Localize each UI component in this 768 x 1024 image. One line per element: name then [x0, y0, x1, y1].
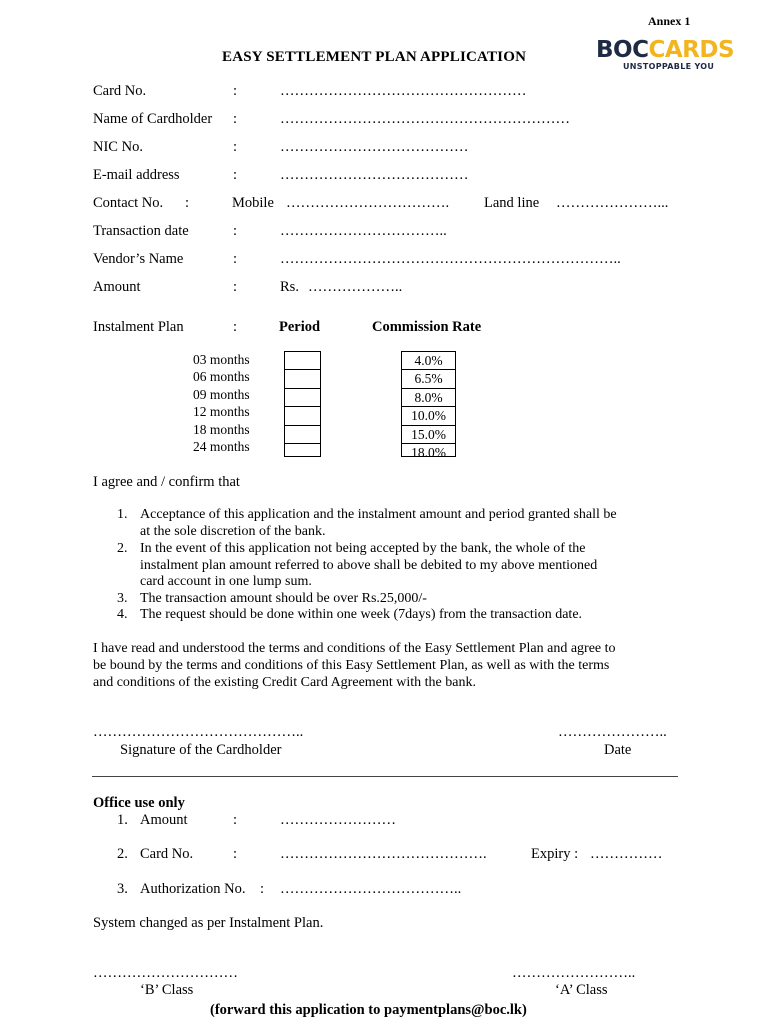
contact-label: Contact No. — [93, 195, 164, 211]
term-number: 4. — [117, 607, 128, 622]
landline-label: Land line — [484, 195, 540, 211]
amount-colon: : — [233, 279, 238, 295]
rate-column — [401, 351, 456, 460]
name-colon: : — [233, 111, 238, 127]
term-line: The request should be done within one week (7days) from the transaction date. — [140, 607, 583, 622]
term-line: Acceptance of this application and the instalment amount and period granted shall be — [140, 507, 617, 522]
period-checkbox-18[interactable] — [285, 425, 320, 443]
period-checkbox-12[interactable] — [285, 406, 320, 424]
office-item-number: 1. — [117, 812, 128, 828]
mobile-label: Mobile — [232, 195, 274, 211]
office-card-colon: : — [233, 846, 238, 862]
logo-cards: CARDS — [648, 37, 735, 63]
rate-cell: 10.0% — [402, 406, 455, 424]
amount-field[interactable]: ……………….. — [308, 279, 403, 295]
term-line: at the sole discretion of the bank. — [140, 524, 326, 539]
period-checkbox-column — [284, 351, 321, 457]
office-heading: Office use only — [93, 795, 185, 811]
txn-date-label: Transaction date — [93, 223, 189, 239]
month-24: 24 months — [193, 438, 250, 454]
rate-cell: 15.0% — [402, 425, 455, 443]
period-checkbox-06[interactable] — [285, 369, 320, 387]
office-amount-label: Amount — [140, 812, 188, 828]
auth-colon: : — [260, 881, 265, 897]
office-card-field[interactable]: ……………………………………. — [280, 846, 487, 862]
month-12: 12 months — [193, 404, 250, 420]
vendor-colon: : — [233, 251, 238, 267]
months-list — [193, 351, 250, 455]
period-checkbox-24[interactable] — [285, 443, 320, 461]
term-line: card account in one lump sum. — [140, 574, 312, 589]
mobile-field[interactable]: ……………………………. — [286, 195, 450, 211]
email-field[interactable]: ………………………………… — [280, 167, 469, 183]
txn-date-colon: : — [233, 223, 238, 239]
a-class-field[interactable]: …………………….. — [512, 965, 636, 981]
a-class-label: ‘A’ Class — [555, 982, 608, 998]
instalment-colon: : — [233, 319, 238, 335]
amount-label: Amount — [93, 279, 141, 295]
month-09: 09 months — [193, 386, 250, 402]
rate-header: Commission Rate — [372, 319, 482, 335]
b-class-field[interactable]: ………………………… — [93, 965, 238, 981]
boc-cards-logo — [596, 38, 746, 76]
nic-field[interactable]: ………………………………… — [280, 139, 469, 155]
declaration-line: and conditions of the existing Credit Card Agreement with the bank. — [93, 675, 476, 690]
term-number: 1. — [117, 507, 128, 522]
term-line: The transaction amount should be over Rs.25,000/- — [140, 591, 427, 606]
signature-field[interactable]: …………………………………….. — [93, 724, 304, 740]
auth-field[interactable]: ……………………………….. — [280, 881, 462, 897]
name-label: Name of Cardholder — [93, 111, 213, 127]
declaration-line: be bound by the terms and conditions of this Easy Settlement Plan, as well as with the terms — [93, 658, 610, 673]
period-checkbox-09[interactable] — [285, 388, 320, 406]
card-no-field[interactable]: …………………………………………… — [280, 83, 527, 99]
section-divider — [92, 776, 678, 777]
period-checkbox-03[interactable] — [285, 352, 320, 369]
expiry-field[interactable]: …………… — [590, 846, 663, 862]
office-card-label: Card No. — [140, 846, 194, 862]
landline-field[interactable]: …………………... — [556, 195, 669, 211]
office-item-number: 2. — [117, 846, 128, 862]
logo-tagline: UNSTOPPABLE YOU — [623, 62, 715, 71]
vendor-label: Vendor’s Name — [93, 251, 184, 267]
nic-colon: : — [233, 139, 238, 155]
system-note: System changed as per Instalment Plan. — [93, 915, 324, 931]
card-no-label: Card No. — [93, 83, 147, 99]
month-03: 03 months — [193, 352, 250, 367]
card-no-colon: : — [233, 83, 238, 99]
annex-label: Annex 1 — [648, 14, 691, 28]
logo-boc: BOC — [596, 37, 649, 63]
office-amount-colon: : — [233, 812, 238, 828]
office-amount-field[interactable]: …………………… — [280, 812, 396, 828]
vendor-field[interactable]: …………………………………………………………….. — [280, 251, 621, 267]
office-item-number: 3. — [117, 881, 128, 897]
month-06: 06 months — [193, 369, 250, 385]
instalment-label: Instalment Plan — [93, 319, 184, 335]
amount-prefix: Rs. — [280, 279, 299, 295]
rate-cell: 4.0% — [414, 353, 443, 368]
nic-label: NIC No. — [93, 139, 143, 155]
page-title: EASY SETTLEMENT PLAN APPLICATION — [222, 49, 527, 65]
declaration-line: I have read and understood the terms and conditions of the Easy Settlement Plan and agree to — [93, 641, 616, 656]
date-label: Date — [604, 742, 632, 758]
signature-label: Signature of the Cardholder — [120, 742, 282, 758]
agree-intro: I agree and / confirm that — [93, 474, 240, 490]
name-field[interactable]: …………………………………………………… — [280, 111, 570, 127]
expiry-label: Expiry : — [531, 846, 579, 862]
txn-date-field[interactable]: …………………………….. — [280, 223, 447, 239]
rate-cell: 6.5% — [402, 369, 455, 387]
footer-note: (forward this application to paymentplans@boc.lk) — [210, 1002, 527, 1018]
auth-label: Authorization No. — [140, 881, 246, 897]
contact-colon: : — [185, 195, 190, 211]
rate-cell: 8.0% — [402, 388, 455, 406]
email-colon: : — [233, 167, 238, 183]
period-header: Period — [279, 319, 321, 335]
b-class-label: ‘B’ Class — [140, 982, 194, 998]
email-label: E-mail address — [93, 167, 180, 183]
month-18: 18 months — [193, 421, 250, 437]
term-number: 3. — [117, 591, 128, 606]
term-line: In the event of this application not being accepted by the bank, the whole of the — [140, 541, 586, 556]
term-number: 2. — [117, 541, 128, 556]
date-field[interactable]: ………………….. — [558, 724, 667, 740]
rate-cell: 18.0% — [402, 443, 455, 461]
term-line: instalment plan amount referred to above shall be debited to my above mentioned — [140, 558, 598, 573]
